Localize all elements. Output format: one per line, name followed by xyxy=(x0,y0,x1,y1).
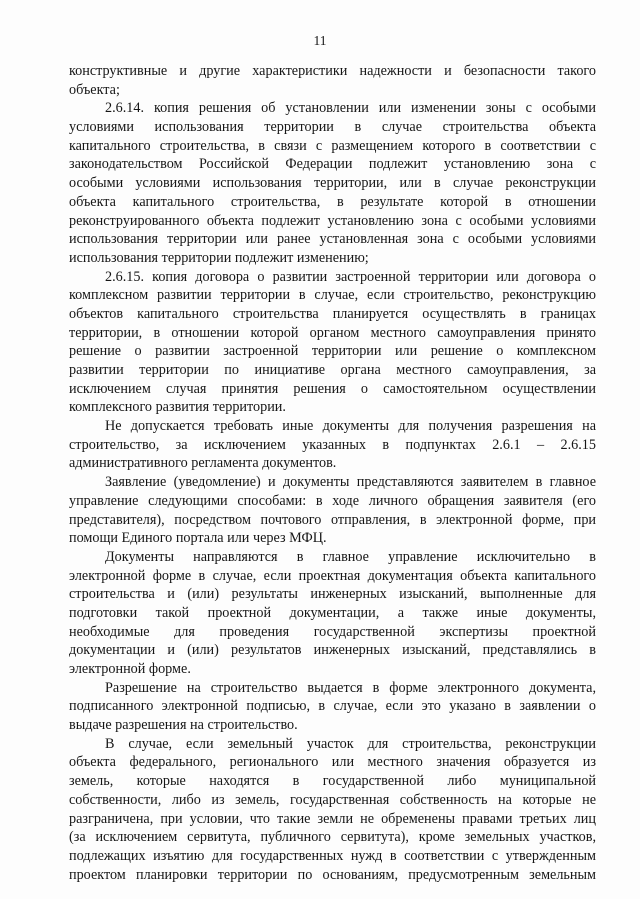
text-line: Не допускается требовать иные документы для получения разрешения на xyxy=(105,418,596,435)
text-line: законодательством Российской Федерации подлежит установлению зона с xyxy=(69,156,596,173)
text-line: проектом планировки территории по основаниям, предусмотренным земельным xyxy=(69,866,596,883)
text-line: объекта; xyxy=(69,81,120,98)
text-line: разграничена, при условии, что такие земли не обременены правами третьих лиц xyxy=(69,810,596,827)
text-line: помощи Единого портала или через МФЦ. xyxy=(69,530,327,547)
text-line: В случае, если земельный участок для строительства, реконструкции xyxy=(105,735,596,752)
text-line: 2.6.14. копия решения об установлении или изменении зоны с особыми xyxy=(105,100,596,117)
text-line: строительство, за исключением указанных в подпунктах 2.6.1 – 2.6.15 xyxy=(69,436,596,453)
page-number: 11 xyxy=(313,33,327,48)
text-line: собственности, либо из земель, государственная собственность на которые не xyxy=(69,791,596,808)
text-line: комплексного развития территории. xyxy=(69,399,286,416)
text-line: исключением случая принятия решения о самостоятельном осуществлении xyxy=(69,380,596,397)
text-line: 2.6.15. копия договора о развитии застроенной территории или договора о xyxy=(105,268,596,285)
text-line: Документы направляются в главное управление исключительно в xyxy=(105,548,596,565)
text-line: электронной форме в случае, если проектная документация объекта капитального xyxy=(69,567,596,584)
text-line: административного регламента документов. xyxy=(69,455,337,472)
text-line: земель, которые находятся в государственной либо муниципальной xyxy=(69,773,596,790)
text-line: использования территории или ранее установленная зона с особыми условиями xyxy=(69,231,596,248)
text-line: документации и (или) результатов инженерных изысканий, представлялись в xyxy=(69,642,596,659)
text-line: реконструированного объекта подлежит установлению зона с особыми условиями xyxy=(69,212,596,229)
text-line: строительства и (или) результаты инженерных изысканий, выполненные для xyxy=(69,586,596,603)
text-line: необходимые для проведения государственной экспертизы проектной xyxy=(69,623,596,640)
text-line: конструктивные и другие характеристики надежности и безопасности такого xyxy=(69,63,596,79)
text-line: управление следующими способами: в ходе личного обращения заявителя (его xyxy=(69,492,596,509)
text-line: территории, в отношении которой органом местного самоуправления принято xyxy=(69,324,596,341)
text-line: решение о развитии застроенной территории или решение о комплексном xyxy=(69,343,596,360)
text-line: подлежащих изъятию для государственных нужд в соответствии с утвержденным xyxy=(69,847,596,864)
text-line: подписанного электронной подписью, в случае, если это указано в заявлении о xyxy=(69,698,596,715)
text-line: электронной форме. xyxy=(69,661,191,677)
text-line: Заявление (уведомление) и документы представляются заявителем в главное xyxy=(105,474,596,491)
text-line: выдаче разрешения на строительство. xyxy=(69,717,298,734)
text-line: объекта федерального, регионального или местного значения образуется из xyxy=(69,754,596,771)
text-line: использования территории подлежит изменению; xyxy=(69,249,369,266)
text-line: условиями использования территории в случае строительства объекта xyxy=(69,119,596,136)
document-body xyxy=(69,62,596,884)
text-line: капитального строительства, в связи с размещением которого в соответствии с xyxy=(69,137,596,154)
text-line: Разрешение на строительство выдается в форме электронного документа, xyxy=(105,679,596,696)
text-line: (за исключением сервитута, публичного сервитута), кроме земельных участков, xyxy=(69,829,596,846)
text-line: особыми условиями использования территории, или в случае реконструкции xyxy=(69,175,596,192)
text-line: комплексном развитии территории в случае, если строительство, реконструкцию xyxy=(69,287,596,304)
text-line: объекта капитального строительства, в результате которой в отношении xyxy=(69,193,596,210)
text-line: объектов капитального строительства планируется осуществлять в границах xyxy=(69,305,596,322)
text-line: подготовки такой проектной документации, а также иные документы, xyxy=(69,604,596,621)
text-line: развитии территории по инициативе органа местного самоуправления, за xyxy=(69,362,596,378)
text-line: представителя), посредством почтового отправления, в электронной форме, при xyxy=(69,511,596,528)
